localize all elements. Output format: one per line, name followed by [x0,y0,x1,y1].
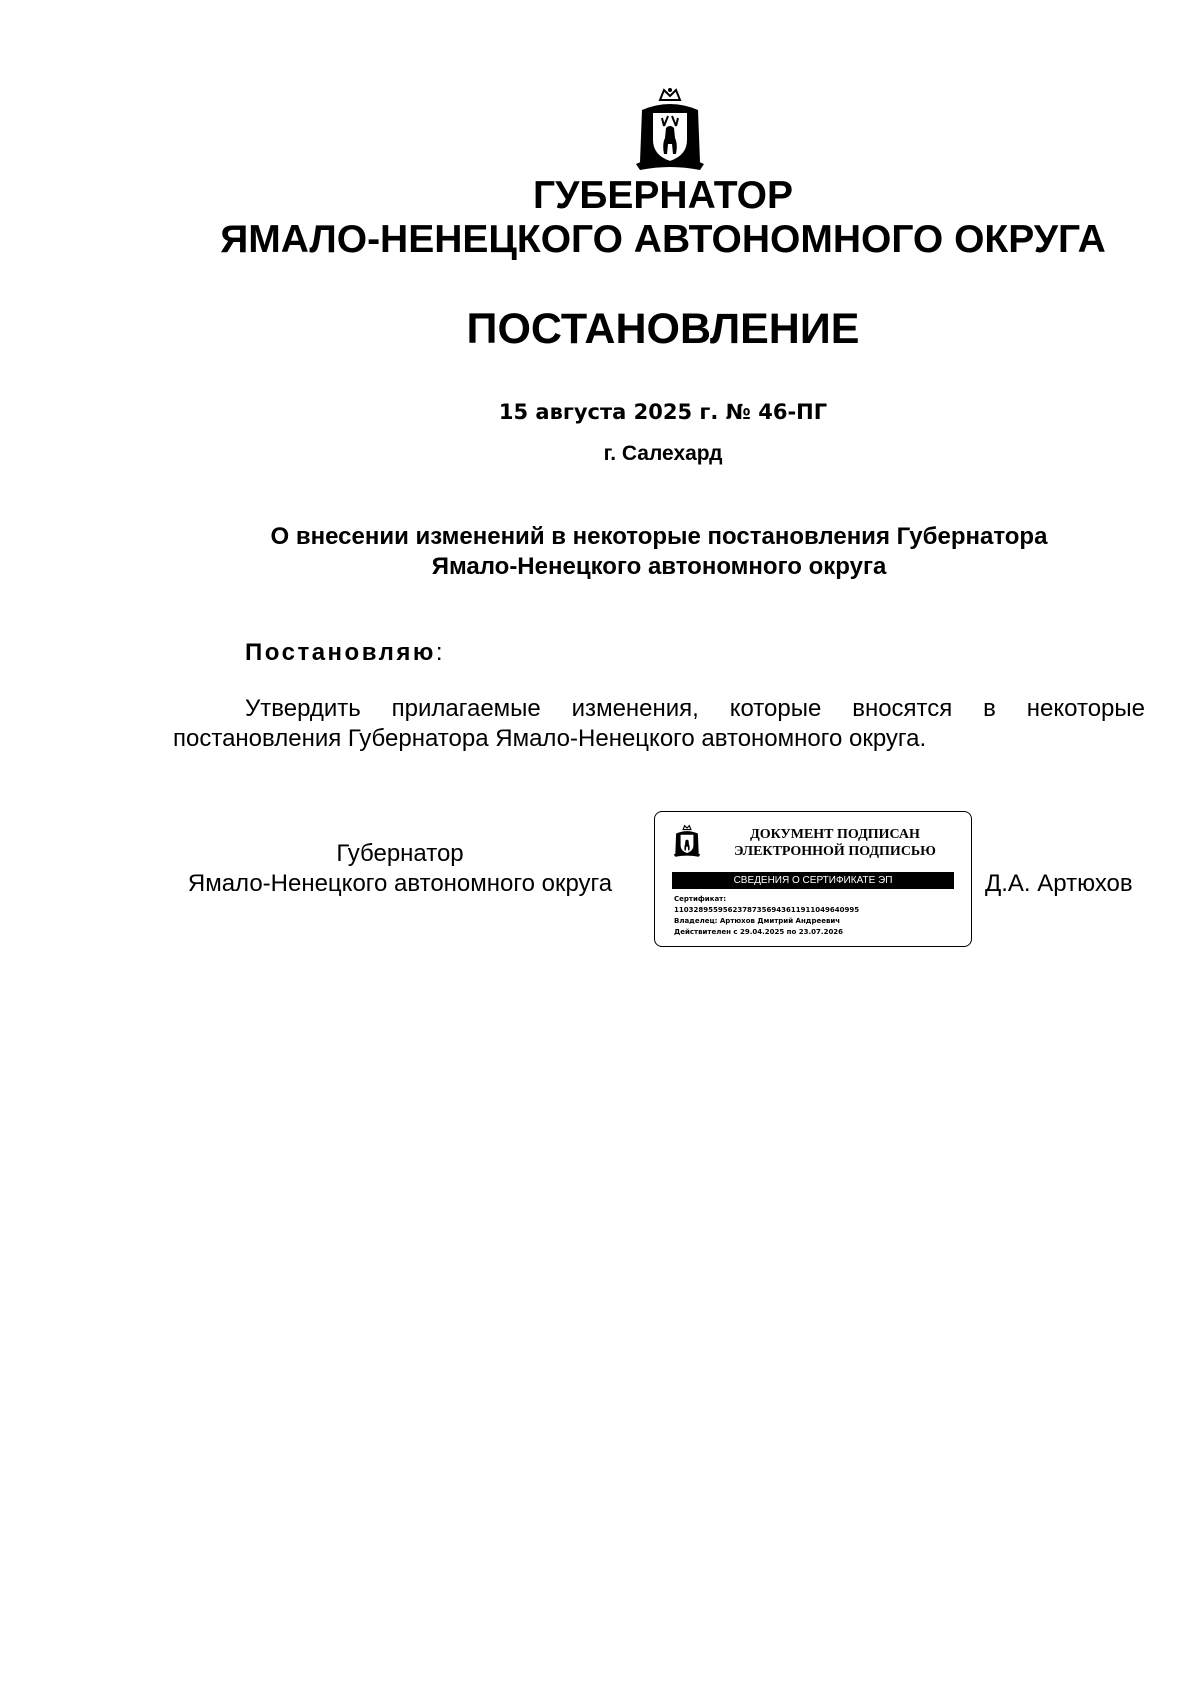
issuer-title-line1: ГУБЕРНАТОР [532,174,793,217]
document-date-number: 15 августа 2025 г. № 46-ПГ [498,400,828,424]
signatory-position-line2: Ямало-Ненецкого автономного округа [187,870,613,897]
document-subject [0,522,1200,582]
resolve-clause [245,638,443,668]
issuer-title [0,174,1200,262]
stamp-cert-label: Сертификат: [674,895,727,903]
document-city: г. Салехард [603,442,723,465]
electronic-signature-stamp [654,811,972,947]
signatory-name: Д.А. Артюхов [985,870,1133,897]
stamp-owner: Владелец: Артюхов Дмитрий Андреевич [674,917,841,925]
document-type: ПОСТАНОВЛЕНИЕ [466,305,860,353]
signatory-position-line1: Губернатор [336,840,464,867]
stamp-title-line1: ДОКУМЕНТ ПОДПИСАН [750,827,920,842]
signatory-position [160,839,640,899]
stamp-cert-number: 11032895595623787356943611911049640995 [674,906,860,914]
stamp-validity: Действителен с 29.04.2025 по 23.07.2026 [674,928,844,936]
subject-line2: Ямало-Ненецкого автономного округа [431,553,887,580]
coat-of-arms-icon [634,86,706,178]
stamp-certificate-header: СВЕДЕНИЯ О СЕРТИФИКАТЕ ЭП [672,872,954,889]
stamp-certificate-details [674,894,964,938]
issuer-title-line2: ЯМАЛО-НЕНЕЦКОГО АВТОНОМНОГО ОКРУГА [220,218,1106,261]
subject-line1: О внесении изменений в некоторые постановления Губернатора [270,523,1048,550]
coat-of-arms-icon [673,822,701,862]
resolve-word: Постановляю [245,639,436,666]
resolve-colon: : [435,639,443,666]
body-paragraph: Утвердить прилагаемые изменения, которые вносятся в некоторые постановления Губернатора Ямало-Ненецкого автономного округа. [173,695,1145,752]
stamp-title [715,826,955,860]
stamp-title-line2: ЭЛЕКТРОННОЙ ПОДПИСЬЮ [734,844,936,859]
